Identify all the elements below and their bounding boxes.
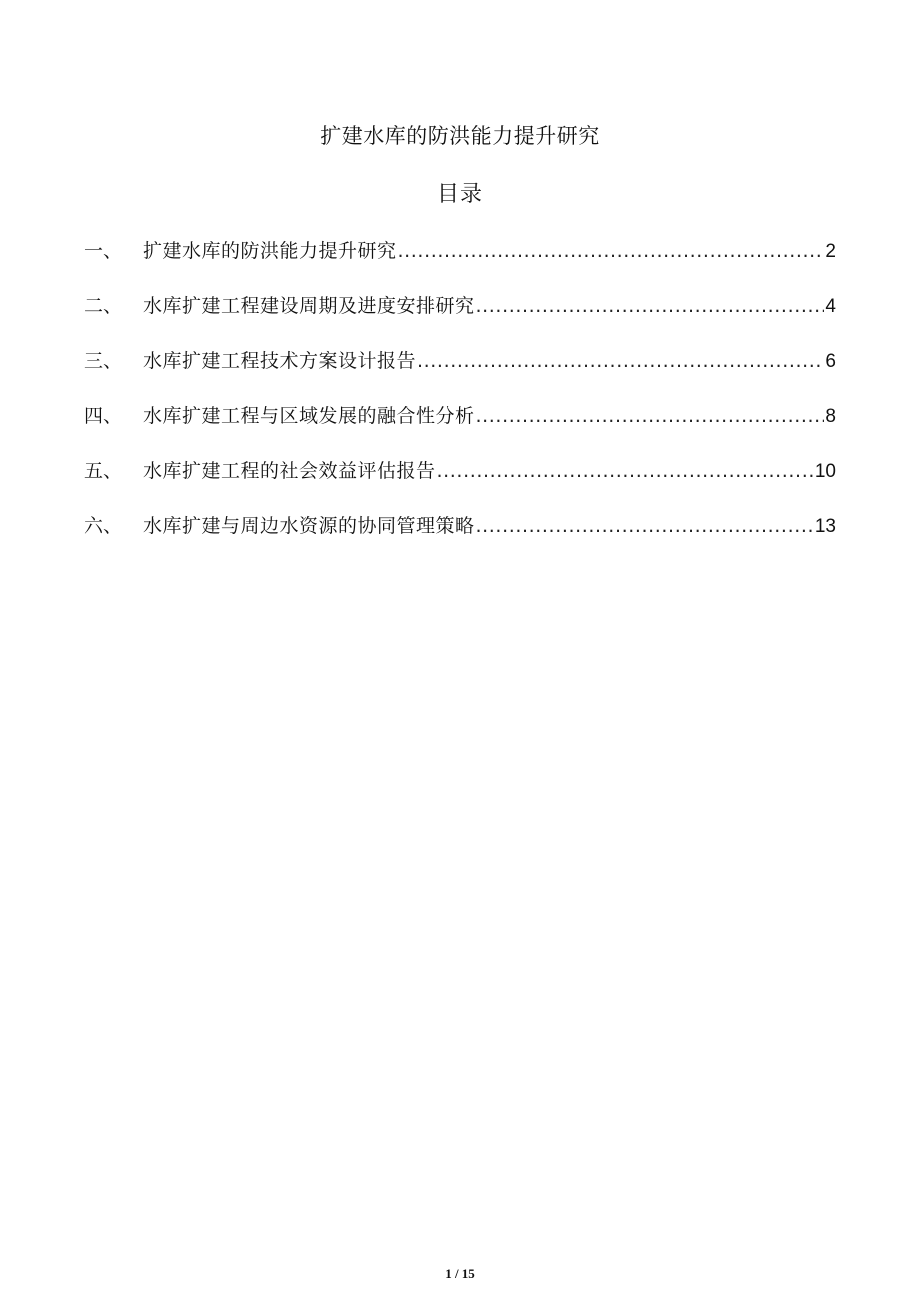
toc-entry-number: 二、: [84, 295, 123, 317]
toc-heading: 目录: [436, 182, 483, 207]
toc-entry-number: 四、: [84, 405, 123, 427]
document-title: 扩建水库的防洪能力提升研究: [320, 124, 600, 148]
toc-entry-2[interactable]: [84, 290, 836, 345]
toc-entry-page: 2: [825, 241, 836, 262]
toc-entry-number: 三、: [84, 350, 123, 372]
toc-dot-leader: [398, 235, 825, 267]
toc-entry-page: 13: [814, 516, 836, 537]
toc-entry-page: 6: [825, 351, 836, 372]
toc-entry-page: 8: [825, 406, 836, 427]
toc-entry-6[interactable]: [84, 510, 836, 565]
toc-entry-3[interactable]: [84, 345, 836, 400]
toc-entry-number: 六、: [84, 515, 123, 537]
toc-entry-title: 水库扩建工程技术方案设计报告: [143, 350, 417, 372]
toc-entry-number: 一、: [84, 240, 123, 262]
toc-entry-5[interactable]: [84, 455, 836, 510]
toc-entry-title: 水库扩建工程与区域发展的融合性分析: [143, 405, 475, 427]
toc-dot-leader: [417, 345, 824, 377]
toc-dot-leader: [476, 400, 825, 432]
toc-dot-leader: [437, 455, 814, 487]
toc-dot-leader: [476, 510, 814, 542]
toc-entry-1[interactable]: [84, 235, 836, 290]
table-of-contents: [84, 235, 836, 565]
toc-entry-title: 水库扩建工程的社会效益评估报告: [143, 460, 436, 482]
toc-entry-title: 扩建水库的防洪能力提升研究: [143, 240, 397, 262]
toc-dot-leader: [476, 290, 825, 322]
toc-entry-title: 水库扩建与周边水资源的协同管理策略: [143, 515, 475, 537]
toc-entry-page: 4: [825, 296, 836, 317]
toc-entry-number: 五、: [84, 460, 123, 482]
page-number-footer: 1 / 15: [445, 1266, 475, 1281]
toc-entry-title: 水库扩建工程建设周期及进度安排研究: [143, 295, 475, 317]
toc-entry-page: 10: [814, 461, 836, 482]
toc-entry-4[interactable]: [84, 400, 836, 455]
